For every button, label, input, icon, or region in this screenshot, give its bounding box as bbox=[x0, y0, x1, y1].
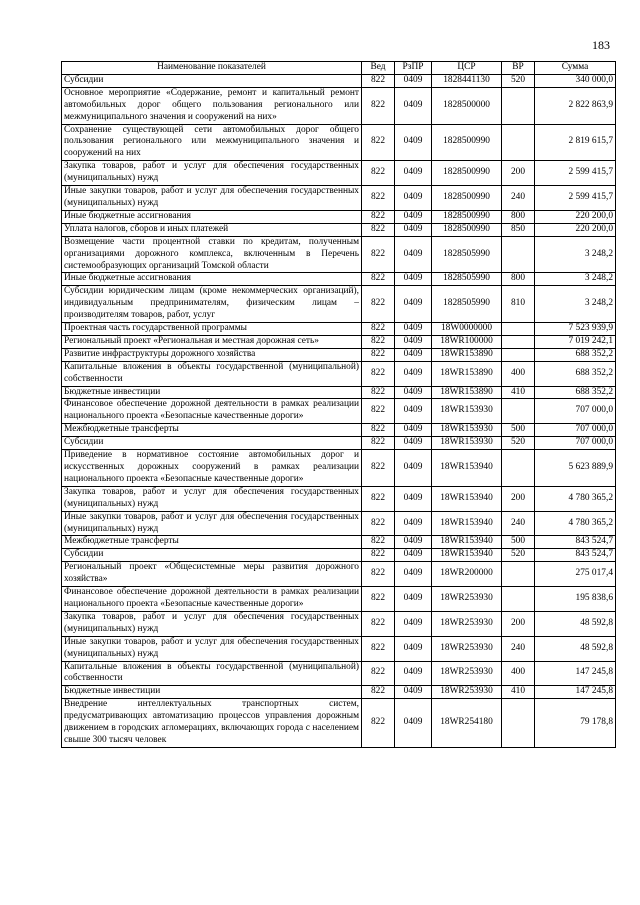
cell-rzpr: 0409 bbox=[395, 273, 432, 286]
cell-ved: 822 bbox=[362, 611, 395, 636]
cell-csr: 18WR153930 bbox=[432, 424, 502, 437]
cell-name: Возмещение части процентной ставки по кредитам, полученным организациями дорожного комплекса, включенным в Перечень системообразующих организаций Томской области bbox=[62, 236, 362, 273]
cell-sum: 7 523 939,9 bbox=[535, 323, 616, 336]
cell-name: Закупка товаров, работ и услуг для обеспечения государственных (муниципальных) нужд bbox=[62, 611, 362, 636]
cell-vr: 400 bbox=[502, 661, 535, 686]
cell-name: Развитие инфраструктуры дорожного хозяйства bbox=[62, 348, 362, 361]
cell-vr: 410 bbox=[502, 386, 535, 399]
table-row bbox=[62, 549, 616, 562]
cell-rzpr: 0409 bbox=[395, 424, 432, 437]
cell-rzpr: 0409 bbox=[395, 399, 432, 424]
cell-ved: 822 bbox=[362, 562, 395, 587]
table-row bbox=[62, 186, 616, 211]
cell-vr: 410 bbox=[502, 686, 535, 699]
cell-vr: 500 bbox=[502, 424, 535, 437]
cell-sum: 688 352,2 bbox=[535, 348, 616, 361]
cell-ved: 822 bbox=[362, 437, 395, 450]
cell-rzpr: 0409 bbox=[395, 87, 432, 124]
cell-name: Сохранение существующей сети автомобильных дорог общего пользования регионального или межмуниципального значения и сооружений на них bbox=[62, 124, 362, 161]
cell-rzpr: 0409 bbox=[395, 348, 432, 361]
cell-name: Внедрение интеллектуальных транспортных систем, предусматривающих автоматизацию процессов управления дорожным движением в городских агломерациях, включающих города с населением свыше 300 тысяч человек bbox=[62, 699, 362, 748]
cell-csr: 1828505990 bbox=[432, 236, 502, 273]
cell-ved: 822 bbox=[362, 511, 395, 536]
cell-name: Субсидии bbox=[62, 437, 362, 450]
header-name: Наименование показателей bbox=[62, 62, 362, 75]
table-row bbox=[62, 286, 616, 323]
cell-csr: 18WR253930 bbox=[432, 686, 502, 699]
cell-rzpr: 0409 bbox=[395, 223, 432, 236]
cell-vr: 520 bbox=[502, 74, 535, 87]
cell-sum: 275 017,4 bbox=[535, 562, 616, 587]
cell-sum: 2 819 615,7 bbox=[535, 124, 616, 161]
cell-rzpr: 0409 bbox=[395, 236, 432, 273]
cell-sum: 2 599 415,7 bbox=[535, 186, 616, 211]
table-row bbox=[62, 348, 616, 361]
cell-ved: 822 bbox=[362, 74, 395, 87]
table-row bbox=[62, 611, 616, 636]
cell-vr bbox=[502, 562, 535, 587]
cell-name: Финансовое обеспечение дорожной деятельности в рамках реализации национального проекта «Безопасные качественные дороги» bbox=[62, 587, 362, 612]
cell-name: Субсидии bbox=[62, 549, 362, 562]
cell-sum: 220 200,0 bbox=[535, 223, 616, 236]
cell-rzpr: 0409 bbox=[395, 536, 432, 549]
cell-sum: 147 245,8 bbox=[535, 686, 616, 699]
cell-rzpr: 0409 bbox=[395, 587, 432, 612]
cell-csr: 18WR153940 bbox=[432, 536, 502, 549]
cell-ved: 822 bbox=[362, 399, 395, 424]
cell-vr: 240 bbox=[502, 186, 535, 211]
cell-vr: 800 bbox=[502, 210, 535, 223]
table-row bbox=[62, 699, 616, 748]
cell-csr: 18WR153940 bbox=[432, 486, 502, 511]
cell-csr: 18WR200000 bbox=[432, 562, 502, 587]
cell-sum: 79 178,8 bbox=[535, 699, 616, 748]
cell-ved: 822 bbox=[362, 424, 395, 437]
cell-ved: 822 bbox=[362, 549, 395, 562]
cell-csr: 18WR153940 bbox=[432, 549, 502, 562]
cell-sum: 4 780 365,2 bbox=[535, 486, 616, 511]
cell-csr: 18WR254180 bbox=[432, 699, 502, 748]
table-row bbox=[62, 511, 616, 536]
cell-sum: 48 592,8 bbox=[535, 611, 616, 636]
cell-sum: 195 838,6 bbox=[535, 587, 616, 612]
cell-vr: 520 bbox=[502, 437, 535, 450]
cell-name: Основное мероприятие «Содержание, ремонт и капитальный ремонт автомобильных дорог общего пользования регионального или межмуниципального значения и сооружений на них» bbox=[62, 87, 362, 124]
table-row bbox=[62, 486, 616, 511]
cell-rzpr: 0409 bbox=[395, 450, 432, 487]
cell-rzpr: 0409 bbox=[395, 611, 432, 636]
cell-ved: 822 bbox=[362, 186, 395, 211]
cell-rzpr: 0409 bbox=[395, 486, 432, 511]
cell-rzpr: 0409 bbox=[395, 210, 432, 223]
table-row bbox=[62, 587, 616, 612]
cell-sum: 4 780 365,2 bbox=[535, 511, 616, 536]
cell-vr: 200 bbox=[502, 161, 535, 186]
cell-name: Иные бюджетные ассигнования bbox=[62, 273, 362, 286]
cell-sum: 2 822 863,9 bbox=[535, 87, 616, 124]
cell-rzpr: 0409 bbox=[395, 161, 432, 186]
cell-rzpr: 0409 bbox=[395, 437, 432, 450]
header-ved: Вед bbox=[362, 62, 395, 75]
table-row bbox=[62, 361, 616, 386]
cell-csr: 18WR253930 bbox=[432, 636, 502, 661]
cell-sum: 5 623 889,9 bbox=[535, 450, 616, 487]
table-row bbox=[62, 236, 616, 273]
table-row bbox=[62, 686, 616, 699]
cell-name: Иные закупки товаров, работ и услуг для обеспечения государственных (муниципальных) нужд bbox=[62, 186, 362, 211]
cell-csr: 1828441130 bbox=[432, 74, 502, 87]
cell-rzpr: 0409 bbox=[395, 335, 432, 348]
cell-vr bbox=[502, 124, 535, 161]
cell-rzpr: 0409 bbox=[395, 186, 432, 211]
table-row bbox=[62, 450, 616, 487]
cell-vr bbox=[502, 587, 535, 612]
table-row bbox=[62, 210, 616, 223]
table-row bbox=[62, 399, 616, 424]
cell-vr: 850 bbox=[502, 223, 535, 236]
cell-sum: 843 524,7 bbox=[535, 536, 616, 549]
table-row bbox=[62, 74, 616, 87]
table-row bbox=[62, 335, 616, 348]
cell-ved: 822 bbox=[362, 486, 395, 511]
table-row bbox=[62, 661, 616, 686]
cell-ved: 822 bbox=[362, 686, 395, 699]
cell-sum: 220 200,0 bbox=[535, 210, 616, 223]
cell-vr bbox=[502, 399, 535, 424]
cell-ved: 822 bbox=[362, 699, 395, 748]
table-row bbox=[62, 437, 616, 450]
table-row bbox=[62, 161, 616, 186]
cell-vr: 200 bbox=[502, 611, 535, 636]
cell-vr: 200 bbox=[502, 486, 535, 511]
cell-name: Уплата налогов, сборов и иных платежей bbox=[62, 223, 362, 236]
cell-vr bbox=[502, 323, 535, 336]
table-row bbox=[62, 87, 616, 124]
cell-ved: 822 bbox=[362, 361, 395, 386]
cell-csr: 18WR153930 bbox=[432, 399, 502, 424]
budget-table bbox=[61, 61, 616, 748]
cell-ved: 822 bbox=[362, 661, 395, 686]
table-row bbox=[62, 562, 616, 587]
cell-vr: 500 bbox=[502, 536, 535, 549]
cell-sum: 340 000,0 bbox=[535, 74, 616, 87]
cell-csr: 1828500990 bbox=[432, 161, 502, 186]
page-number: 183 bbox=[592, 38, 610, 52]
header-csr: ЦСР bbox=[432, 62, 502, 75]
table-header-row bbox=[62, 62, 616, 75]
cell-name: Субсидии юридическим лицам (кроме некоммерческих организаций), индивидуальным предпринимателям, физическим лицам – производителям товаров, работ, услуг bbox=[62, 286, 362, 323]
table-row bbox=[62, 273, 616, 286]
cell-ved: 822 bbox=[362, 323, 395, 336]
cell-rzpr: 0409 bbox=[395, 661, 432, 686]
cell-vr: 240 bbox=[502, 511, 535, 536]
cell-rzpr: 0409 bbox=[395, 511, 432, 536]
cell-ved: 822 bbox=[362, 386, 395, 399]
cell-sum: 3 248,2 bbox=[535, 273, 616, 286]
cell-ved: 822 bbox=[362, 587, 395, 612]
cell-csr: 18W0000000 bbox=[432, 323, 502, 336]
cell-vr: 400 bbox=[502, 361, 535, 386]
cell-sum: 843 524,7 bbox=[535, 549, 616, 562]
cell-name: Межбюджетные трансферты bbox=[62, 536, 362, 549]
cell-name: Приведение в нормативное состояние автомобильных дорог и искусственных дорожных сооружений в рамках реализации национального проекта «Безопасные качественные дороги» bbox=[62, 450, 362, 487]
cell-name: Проектная часть государственной программы bbox=[62, 323, 362, 336]
cell-csr: 1828505990 bbox=[432, 286, 502, 323]
table-row bbox=[62, 323, 616, 336]
cell-csr: 1828500990 bbox=[432, 124, 502, 161]
cell-rzpr: 0409 bbox=[395, 562, 432, 587]
cell-ved: 822 bbox=[362, 161, 395, 186]
cell-vr bbox=[502, 236, 535, 273]
cell-name: Межбюджетные трансферты bbox=[62, 424, 362, 437]
cell-rzpr: 0409 bbox=[395, 74, 432, 87]
cell-ved: 822 bbox=[362, 87, 395, 124]
cell-ved: 822 bbox=[362, 273, 395, 286]
cell-csr: 18WR253930 bbox=[432, 661, 502, 686]
cell-csr: 18WR153930 bbox=[432, 437, 502, 450]
cell-vr bbox=[502, 87, 535, 124]
cell-vr: 520 bbox=[502, 549, 535, 562]
cell-name: Закупка товаров, работ и услуг для обеспечения государственных (муниципальных) нужд bbox=[62, 486, 362, 511]
cell-name: Региональный проект «Региональная и местная дорожная сеть» bbox=[62, 335, 362, 348]
cell-vr bbox=[502, 699, 535, 748]
cell-csr: 18WR153940 bbox=[432, 511, 502, 536]
cell-name: Бюджетные инвестиции bbox=[62, 686, 362, 699]
cell-vr: 240 bbox=[502, 636, 535, 661]
cell-vr bbox=[502, 335, 535, 348]
cell-ved: 822 bbox=[362, 236, 395, 273]
cell-rzpr: 0409 bbox=[395, 686, 432, 699]
cell-name: Бюджетные инвестиции bbox=[62, 386, 362, 399]
cell-ved: 822 bbox=[362, 636, 395, 661]
cell-ved: 822 bbox=[362, 223, 395, 236]
cell-csr: 1828500990 bbox=[432, 210, 502, 223]
cell-vr bbox=[502, 450, 535, 487]
cell-name: Иные бюджетные ассигнования bbox=[62, 210, 362, 223]
cell-sum: 3 248,2 bbox=[535, 286, 616, 323]
cell-ved: 822 bbox=[362, 286, 395, 323]
cell-sum: 2 599 415,7 bbox=[535, 161, 616, 186]
cell-sum: 7 019 242,1 bbox=[535, 335, 616, 348]
cell-sum: 707 000,0 bbox=[535, 399, 616, 424]
cell-csr: 1828500990 bbox=[432, 223, 502, 236]
cell-sum: 147 245,8 bbox=[535, 661, 616, 686]
cell-vr: 810 bbox=[502, 286, 535, 323]
header-sum: Сумма bbox=[535, 62, 616, 75]
cell-csr: 18WR100000 bbox=[432, 335, 502, 348]
cell-ved: 822 bbox=[362, 210, 395, 223]
cell-name: Капитальные вложения в объекты государственной (муниципальной) собственности bbox=[62, 361, 362, 386]
cell-name: Региональный проект «Общесистемные меры развития дорожного хозяйства» bbox=[62, 562, 362, 587]
cell-rzpr: 0409 bbox=[395, 386, 432, 399]
cell-csr: 1828500990 bbox=[432, 186, 502, 211]
cell-rzpr: 0409 bbox=[395, 549, 432, 562]
table-row bbox=[62, 124, 616, 161]
cell-vr: 800 bbox=[502, 273, 535, 286]
cell-csr: 1828505990 bbox=[432, 273, 502, 286]
cell-name: Финансовое обеспечение дорожной деятельности в рамках реализации национального проекта «Безопасные качественные дороги» bbox=[62, 399, 362, 424]
cell-rzpr: 0409 bbox=[395, 323, 432, 336]
cell-ved: 822 bbox=[362, 536, 395, 549]
cell-name: Капитальные вложения в объекты государственной (муниципальной) собственности bbox=[62, 661, 362, 686]
cell-vr bbox=[502, 348, 535, 361]
cell-name: Иные закупки товаров, работ и услуг для обеспечения государственных (муниципальных) нужд bbox=[62, 511, 362, 536]
cell-name: Закупка товаров, работ и услуг для обеспечения государственных (муниципальных) нужд bbox=[62, 161, 362, 186]
table-row bbox=[62, 223, 616, 236]
cell-rzpr: 0409 bbox=[395, 124, 432, 161]
header-vr: ВР bbox=[502, 62, 535, 75]
table-row bbox=[62, 636, 616, 661]
cell-csr: 18WR153890 bbox=[432, 361, 502, 386]
table-row bbox=[62, 424, 616, 437]
cell-rzpr: 0409 bbox=[395, 699, 432, 748]
cell-ved: 822 bbox=[362, 348, 395, 361]
cell-rzpr: 0409 bbox=[395, 286, 432, 323]
cell-csr: 18WR253930 bbox=[432, 611, 502, 636]
cell-name: Иные закупки товаров, работ и услуг для обеспечения государственных (муниципальных) нужд bbox=[62, 636, 362, 661]
cell-rzpr: 0409 bbox=[395, 361, 432, 386]
cell-sum: 48 592,8 bbox=[535, 636, 616, 661]
cell-name: Субсидии bbox=[62, 74, 362, 87]
cell-rzpr: 0409 bbox=[395, 636, 432, 661]
header-rzpr: РзПР bbox=[395, 62, 432, 75]
table-row bbox=[62, 536, 616, 549]
cell-csr: 18WR153940 bbox=[432, 450, 502, 487]
cell-sum: 707 000,0 bbox=[535, 424, 616, 437]
cell-ved: 822 bbox=[362, 450, 395, 487]
cell-sum: 688 352,2 bbox=[535, 386, 616, 399]
table-row bbox=[62, 386, 616, 399]
cell-csr: 18WR253930 bbox=[432, 587, 502, 612]
cell-sum: 688 352,2 bbox=[535, 361, 616, 386]
cell-csr: 18WR153890 bbox=[432, 348, 502, 361]
cell-ved: 822 bbox=[362, 335, 395, 348]
cell-sum: 3 248,2 bbox=[535, 236, 616, 273]
cell-csr: 1828500000 bbox=[432, 87, 502, 124]
cell-csr: 18WR153890 bbox=[432, 386, 502, 399]
cell-ved: 822 bbox=[362, 124, 395, 161]
cell-sum: 707 000,0 bbox=[535, 437, 616, 450]
